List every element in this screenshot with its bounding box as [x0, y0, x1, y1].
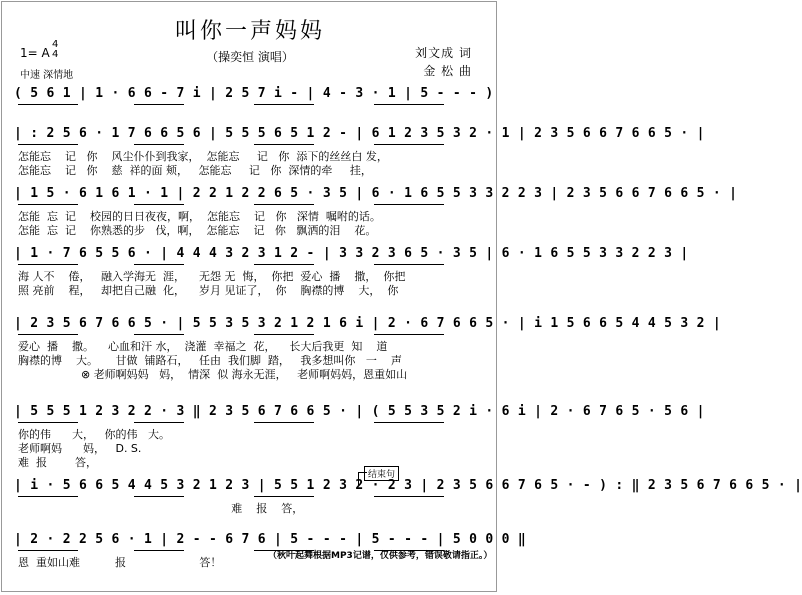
beam-line — [374, 334, 444, 335]
beam-line — [134, 334, 184, 335]
notation-line: | 2 3 5 6 7 6 6 5 · | 5 5 3 5 3 2 1 2 1 6 i | 2 · 6 7 6 6 5 · | i 1 5 6 6 5 4 4 5 3 2 | — [14, 316, 722, 331]
beam-line — [254, 264, 314, 265]
lyric-line: 难 报 答， — [18, 502, 304, 515]
beam-line — [254, 204, 314, 205]
time-signature — [52, 40, 58, 60]
lyric-line: 老师啊妈 妈， D. S. — [18, 442, 142, 455]
lyricist-credit: 刘文成 词 — [415, 46, 472, 60]
key-signature: 1= A — [20, 46, 50, 60]
beam-line — [254, 104, 314, 105]
beam-line — [254, 422, 314, 423]
beam-underlines — [14, 104, 490, 105]
lyric-line: 海 人不 倦， 融入学海无 涯， 无怨 无 悔， 你把 爱心 播 撒， 你把 — [18, 270, 406, 283]
beam-line — [254, 496, 314, 497]
beam-line — [134, 496, 184, 497]
song-title: 叫你一声妈妈 — [174, 19, 325, 44]
notation-line: | 1 · 7 6 5 5 6 · | 4 4 4 3 2 3 1 2 - | 3 3 2 3 6 5 · 3 5 | 6 · 1 6 5 5 3 3 2 2 3 | — [14, 246, 689, 261]
notation-line: | 5 5 5 1 2 3 2 2 · 3 ‖ 2 3 5 6 7 6 6 5 · | ( 5 5 3 5 2 i · 6 i | 2 · 6 7 6 5 · 5 6 | — [14, 404, 705, 419]
beam-line — [18, 204, 78, 205]
notation-line: | 1 5 · 6 1 6 1 · 1 | 2 2 1 2 2 6 5 · 3 5 | 6 · 1 6 5 5 3 3 2 2 3 | 2 3 5 6 6 7 6 6 5 · | — [14, 186, 738, 201]
beam-line — [18, 334, 78, 335]
tempo-marking: 中速 深情地 — [20, 70, 74, 81]
beam-underlines — [14, 144, 490, 145]
beam-line — [18, 422, 78, 423]
beam-line — [374, 264, 444, 265]
lyric-line: 怎能忘 记 你 慈 祥的面 颊， 怎能忘 记 你 深情的牵 挂， — [18, 164, 372, 177]
beam-line — [134, 144, 184, 145]
footer-note: （秋叶起舞根据MP3记谱，仅供参考，错误敬请指正。） — [268, 551, 493, 561]
lyric-line: 你的伟 大， 你的伟 大。 — [18, 428, 170, 441]
lyric-line: 难 报 答， — [18, 456, 97, 469]
beam-line — [134, 264, 184, 265]
notation-line: | i · 5 6 6 5 4 4 5 3 2 1 2 3 | 5 5 1 2 3 2 · 2 3 | 2 3 5 6 6 7 6 5 · - ) : ‖ 2 3 5 6 7 6 6 5 · | — [14, 478, 802, 493]
beam-line — [18, 264, 78, 265]
performer-subtitle: （操奕恒 演唱） — [206, 50, 294, 64]
lyric-line: 胸襟的博 大。 甘做 铺路石， 任由 我们脚 踏， 我多想叫你 一 声 — [18, 354, 402, 367]
beam-line — [18, 550, 78, 551]
beam-line — [374, 422, 444, 423]
notation-line: | : 2 5 6 · 1 7 6 6 5 6 | 5 5 5 6 5 1 2 - | 6 1 2 3 5 3 2 · 1 | 2 3 5 6 6 7 6 6 5 · | — [14, 126, 705, 141]
lyric-line: 怎能 忘 记 校园的日日夜夜，啊， 怎能忘 记 你 深情 嘱咐的话。 — [18, 210, 381, 223]
beam-underlines — [14, 422, 490, 423]
composer-credit: 金 松 曲 — [423, 64, 472, 78]
beam-underlines — [14, 496, 490, 497]
beam-line — [18, 496, 78, 497]
end-section-label: 结束句 — [364, 466, 399, 481]
meter-top: 4 — [52, 39, 59, 50]
beam-underlines — [14, 264, 490, 265]
beam-line — [254, 144, 314, 145]
beam-line — [374, 104, 444, 105]
beam-line — [254, 334, 314, 335]
beam-line — [134, 422, 184, 423]
lyric-line: 怎能 忘 记 你熟悉的步 伐，啊， 怎能忘 记 你 飘洒的泪 花。 — [18, 224, 377, 237]
beam-line — [18, 144, 78, 145]
lyric-line: 恩 重如山难 报 答！ — [18, 556, 222, 569]
meter-bottom: 4 — [52, 49, 59, 60]
notation-line: ( 5 6 1 | 1 · 6 6 - 7 i | 2 5 7 i - | 4 - 3 · 1 | 5 - - - ) — [14, 86, 494, 101]
beam-underlines — [14, 204, 490, 205]
beam-line — [374, 204, 444, 205]
beam-line — [134, 104, 184, 105]
beam-line — [374, 496, 444, 497]
beam-line — [134, 204, 184, 205]
lyric-line: 照 亮前 程， 却把自己融 化， 岁月 见证了， 你 胸襟的博 大， 你 — [18, 284, 399, 297]
lyric-line: 爱心 播 撒。 心血和汗 水， 浇灌 幸福之 花， 长大后我更 知 道 — [18, 340, 388, 353]
lyric-line: 怎能忘 记 你 风尘仆仆到我家， 怎能忘 记 你 添下的丝丝白 发， — [18, 150, 388, 163]
lyric-line: ⊗ 老师啊妈妈 妈， 情深 似 海永无涯， 老师啊妈妈，恩重如山 — [18, 368, 408, 381]
notation-line: | 2 · 2 2 5 6 · 1 | 2 - - 6 7 6 | 5 - - - | 5 - - - | 5 0 0 0 ‖ — [14, 532, 526, 547]
beam-underlines — [14, 334, 490, 335]
beam-line — [374, 144, 444, 145]
beam-line — [18, 104, 78, 105]
beam-line — [134, 550, 184, 551]
